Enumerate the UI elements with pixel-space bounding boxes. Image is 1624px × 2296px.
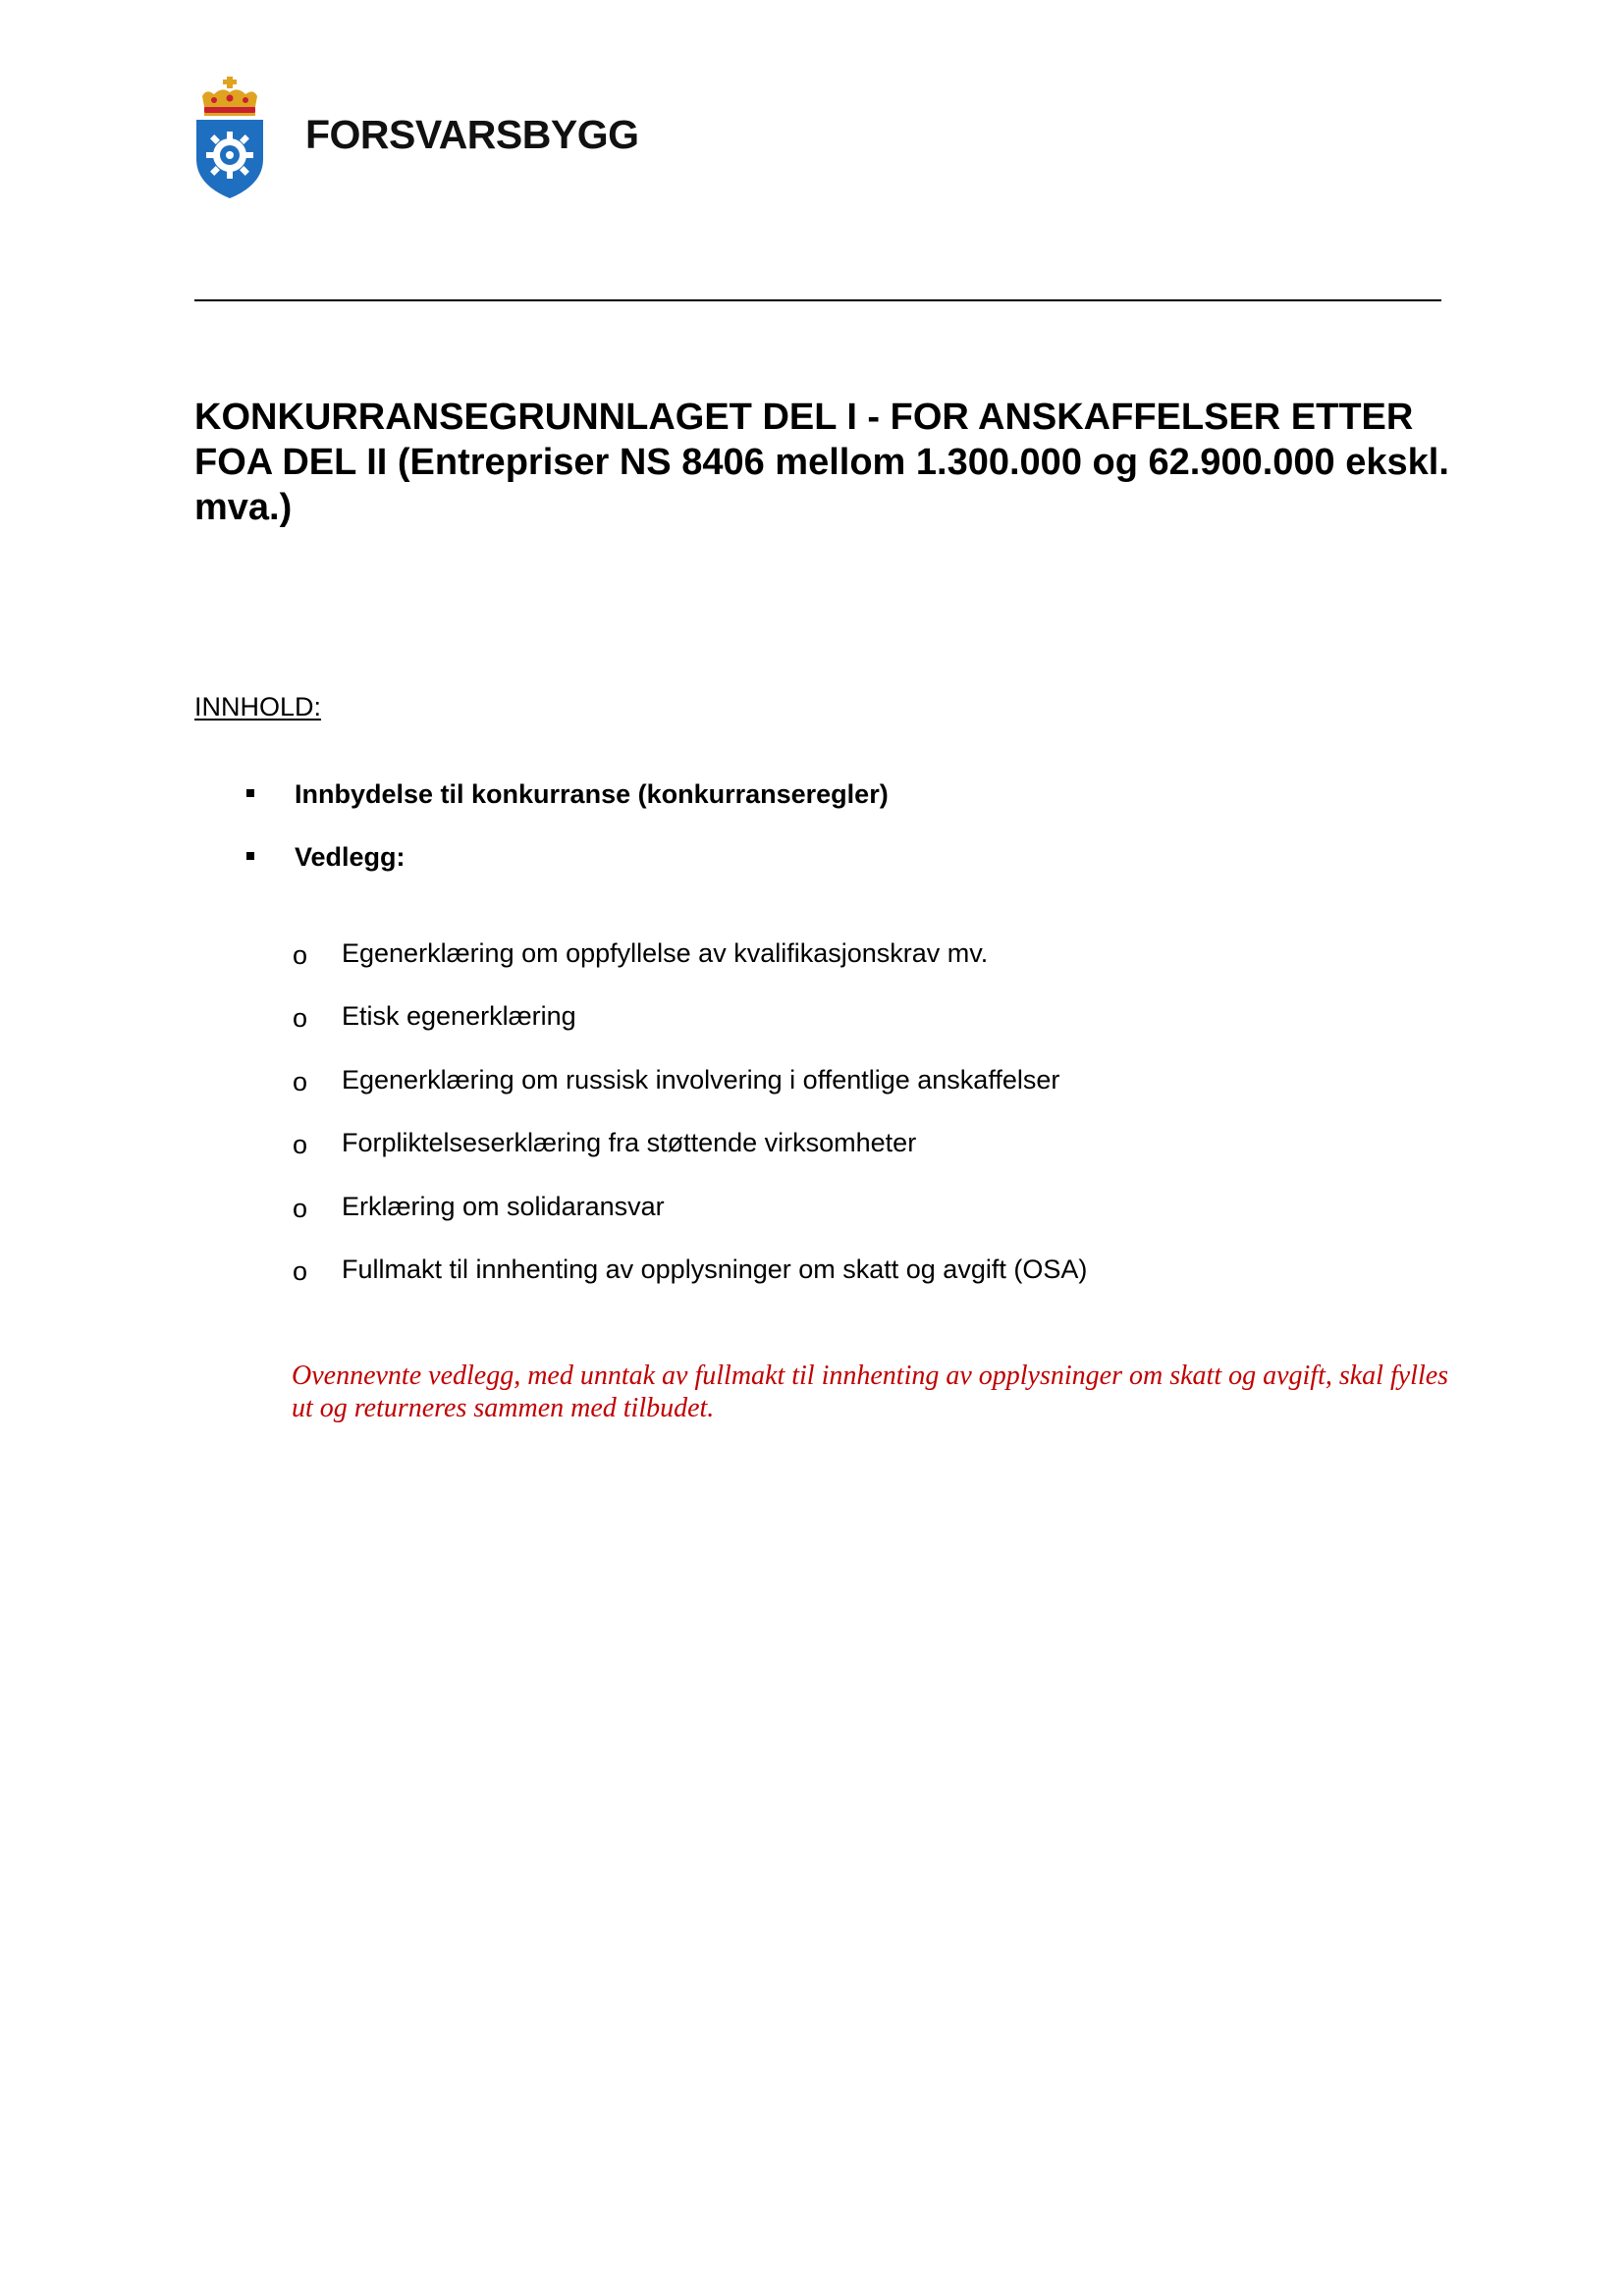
attachment-label: Etisk egenerklæring (342, 1001, 576, 1032)
contents-item-label: Vedlegg: (295, 842, 406, 872)
header-divider (194, 299, 1441, 301)
attachment-label: Forpliktelseserklæring fra støttende virksomheter (342, 1128, 917, 1158)
circle-bullet-icon: o (293, 1003, 308, 1034)
attachment-label: Erklæring om solidaransvar (342, 1191, 665, 1221)
document-title: KONKURRANSEGRUNNLAGET DEL I - FOR ANSKAFFELSER ETTER FOA DEL II (Entrepriser NS 8406 mellom 1.300.000 og 62.900.000 ekskl. mva.) (194, 397, 1449, 528)
logo (192, 75, 267, 200)
attachments-note: Ovennevnte vedlegg, med unntak av fullmakt til innhenting av opplysninger om skatt og avgift, skal fylles ut og returneres sammen med tilbudet. (292, 1361, 1449, 1423)
contents-item-label: Innbydelse til konkurranse (konkurranseregler) (295, 779, 889, 809)
attachment-label: Fullmakt til innhenting av opplysninger om skatt og avgift (OSA) (342, 1254, 1088, 1284)
square-bullet-icon (246, 852, 254, 860)
circle-bullet-icon: o (293, 940, 308, 970)
logo-wordmark: FORSVARSBYGG (305, 112, 639, 157)
contents-heading: INNHOLD: (194, 692, 322, 721)
circle-bullet-icon: o (293, 1255, 308, 1286)
attachment-label: Egenerklæring om oppfyllelse av kvalifikasjonskrav mv. (342, 938, 989, 968)
crowned-shield-gear-icon (192, 75, 267, 200)
circle-bullet-icon: o (293, 1066, 308, 1096)
attachment-label: Egenerklæring om russisk involvering i offentlige anskaffelser (342, 1064, 1060, 1095)
circle-bullet-icon: o (293, 1130, 308, 1160)
circle-bullet-icon: o (293, 1193, 308, 1223)
square-bullet-icon (246, 789, 254, 797)
